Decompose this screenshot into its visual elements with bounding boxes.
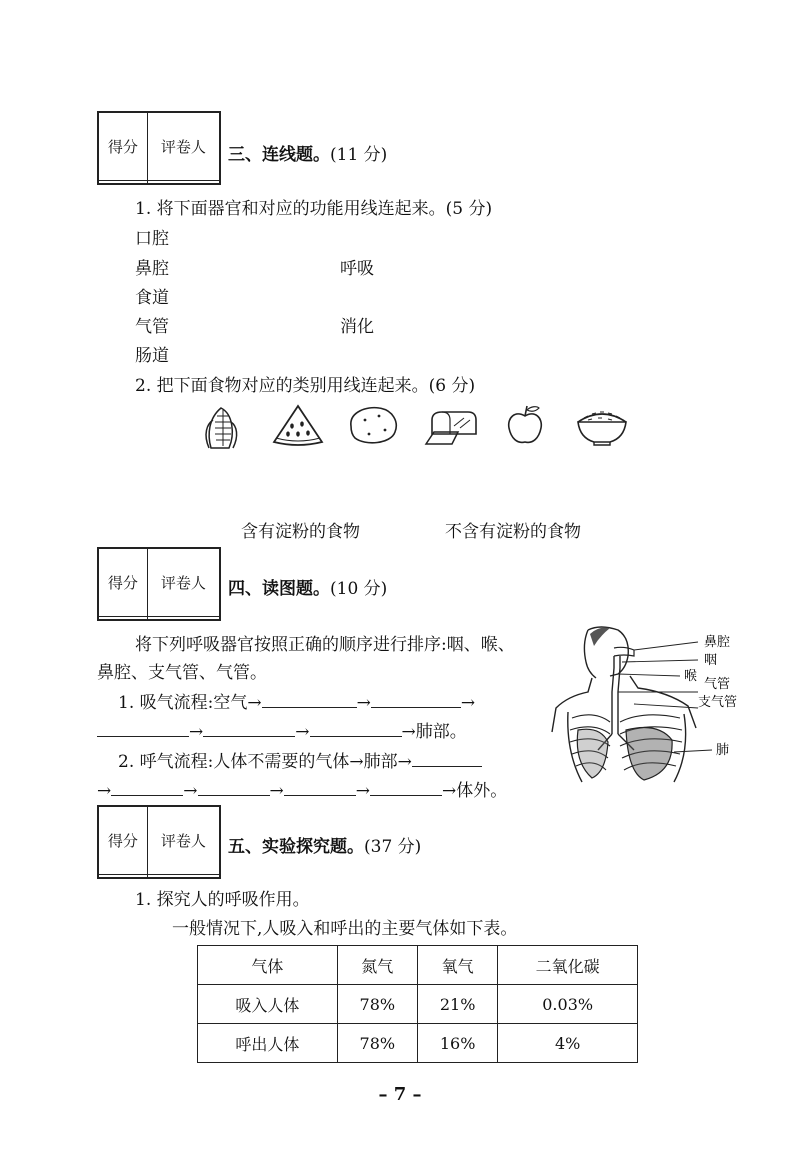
organ-item: 气管 bbox=[135, 317, 169, 337]
table-cell: 78% bbox=[337, 1024, 417, 1063]
arrow: → bbox=[189, 722, 204, 742]
score-label: 得分 bbox=[99, 807, 148, 875]
score-cell[interactable] bbox=[99, 874, 148, 877]
section4-heading bbox=[228, 574, 387, 599]
section4-intro-line2: 鼻腔、支气管、气管。 bbox=[97, 663, 267, 683]
arrow: → bbox=[295, 722, 310, 742]
score-box-section4 bbox=[97, 547, 221, 621]
arrow: → bbox=[183, 781, 198, 801]
watermelon-icon bbox=[270, 404, 326, 446]
score-label: 得分 bbox=[99, 113, 148, 181]
arrow: → bbox=[269, 781, 284, 801]
potato-icon bbox=[345, 404, 401, 446]
answer-blank[interactable] bbox=[262, 693, 357, 708]
section3-heading bbox=[228, 140, 387, 165]
score-box-section3 bbox=[97, 111, 221, 185]
exhale-line1 bbox=[118, 747, 482, 772]
section4-points: (10 分) bbox=[330, 579, 388, 599]
grader-label: 评卷人 bbox=[147, 549, 219, 617]
answer-blank[interactable] bbox=[310, 722, 402, 737]
label-nasal-cavity: 鼻腔 bbox=[704, 635, 731, 650]
score-cell[interactable] bbox=[99, 180, 148, 183]
grader-cell[interactable] bbox=[147, 874, 219, 877]
table-cell: 呼出人体 bbox=[198, 1024, 338, 1063]
score-label: 得分 bbox=[99, 549, 148, 617]
section5-title: 五、实验探究题。 bbox=[228, 837, 364, 857]
organ-item: 鼻腔 bbox=[135, 259, 169, 279]
apple-icon bbox=[505, 404, 545, 446]
section3-q1-text: 1. 将下面器官和对应的功能用线连起来。(5 分) bbox=[135, 199, 493, 219]
section3-points: (11 分) bbox=[330, 145, 388, 165]
section4-intro-line1: 将下列呼吸器官按照正确的顺序进行排序:咽、喉、 bbox=[135, 635, 515, 655]
table-cell: 4% bbox=[498, 1024, 638, 1063]
gas-table bbox=[197, 945, 638, 1063]
table-header-row bbox=[198, 946, 638, 985]
rice-bowl-icon bbox=[574, 404, 630, 446]
grader-label: 评卷人 bbox=[147, 113, 219, 181]
arrow: → bbox=[97, 781, 112, 801]
answer-blank[interactable] bbox=[97, 722, 189, 737]
function-item: 呼吸 bbox=[340, 259, 374, 279]
category-starch: 含有淀粉的食物 bbox=[241, 522, 360, 542]
arrow: → bbox=[460, 693, 476, 713]
section5-heading bbox=[228, 832, 421, 857]
organ-item: 肠道 bbox=[135, 346, 169, 366]
table-cell: 21% bbox=[417, 985, 497, 1024]
section5-intro: 一般情况下,人吸入和呼出的主要气体如下表。 bbox=[172, 919, 518, 939]
score-box-section5 bbox=[97, 805, 221, 879]
answer-blank[interactable] bbox=[412, 752, 482, 767]
label-lung: 肺 bbox=[716, 743, 730, 758]
section3-title: 三、连线题。 bbox=[228, 145, 330, 165]
table-cell: 0.03% bbox=[498, 985, 638, 1024]
page-number: – 7 – bbox=[378, 1084, 422, 1105]
exhale-prefix: 2. 呼气流程:人体不需要的气体→肺部→ bbox=[118, 752, 412, 772]
answer-blank[interactable] bbox=[198, 781, 270, 796]
inhale-line1 bbox=[118, 688, 475, 713]
table-row bbox=[198, 985, 638, 1024]
table-header: 气体 bbox=[198, 946, 338, 985]
respiratory-system-diagram bbox=[548, 622, 768, 790]
exhale-line2 bbox=[97, 776, 507, 801]
category-no-starch: 不含有淀粉的食物 bbox=[445, 522, 581, 542]
organ-item: 食道 bbox=[135, 288, 169, 308]
section4-title: 四、读图题。 bbox=[228, 579, 330, 599]
label-bronchi: 支气管 bbox=[698, 695, 738, 710]
answer-blank[interactable] bbox=[111, 781, 183, 796]
bread-icon bbox=[424, 404, 480, 446]
table-header: 氮气 bbox=[337, 946, 417, 985]
grader-label: 评卷人 bbox=[147, 807, 219, 875]
function-item: 消化 bbox=[340, 317, 374, 337]
answer-blank[interactable] bbox=[203, 722, 295, 737]
table-cell: 78% bbox=[337, 985, 417, 1024]
inhale-prefix: 1. 吸气流程:空气→ bbox=[118, 693, 262, 713]
table-row bbox=[198, 1024, 638, 1063]
inhale-end: →肺部。 bbox=[401, 722, 467, 742]
organ-item: 口腔 bbox=[135, 229, 169, 249]
section5-q1: 1. 探究人的呼吸作用。 bbox=[135, 890, 310, 910]
table-cell: 16% bbox=[417, 1024, 497, 1063]
table-cell: 吸入人体 bbox=[198, 985, 338, 1024]
answer-blank[interactable] bbox=[371, 693, 461, 708]
arrow: → bbox=[356, 693, 371, 713]
label-trachea: 气管 bbox=[704, 677, 731, 692]
exhale-end: →体外。 bbox=[442, 781, 508, 801]
arrow: → bbox=[355, 781, 370, 801]
score-cell[interactable] bbox=[99, 616, 148, 619]
label-pharynx: 咽 bbox=[704, 653, 718, 668]
corn-icon bbox=[203, 404, 243, 450]
section3-q2-text: 2. 把下面食物对应的类别用线连起来。(6 分) bbox=[135, 376, 476, 396]
table-header: 二氧化碳 bbox=[498, 946, 638, 985]
label-larynx: 喉 bbox=[684, 669, 698, 684]
table-header: 氧气 bbox=[417, 946, 497, 985]
grader-cell[interactable] bbox=[147, 616, 219, 619]
grader-cell[interactable] bbox=[147, 180, 219, 183]
inhale-line2 bbox=[97, 717, 467, 742]
answer-blank[interactable] bbox=[370, 781, 442, 796]
section5-points: (37 分) bbox=[364, 837, 422, 857]
answer-blank[interactable] bbox=[284, 781, 356, 796]
